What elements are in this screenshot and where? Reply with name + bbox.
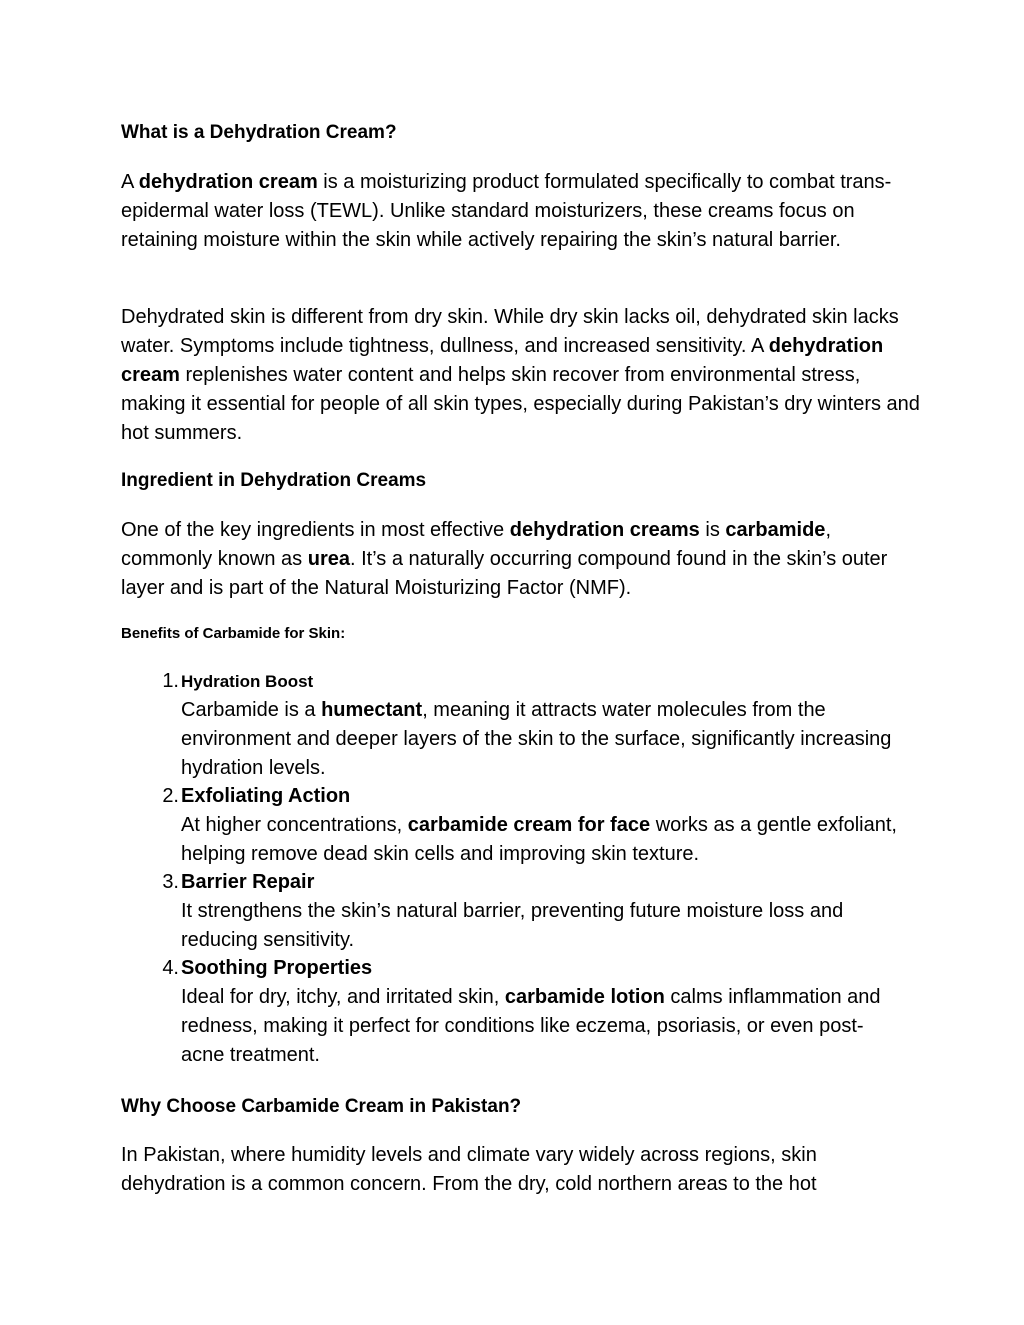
list-number: 3. <box>162 871 179 893</box>
text-run: A <box>121 171 139 193</box>
heading-why-choose: Why Choose Carbamide Cream in Pakistan? <box>121 1096 522 1117</box>
bold-term: carbamide cream for face <box>407 814 651 836</box>
heading-what-is-dehydration-cream: What is a Dehydration Cream? <box>121 122 397 143</box>
text-run: . It’s a naturally occurring compound found in the skin’s outer layer and is part of the Natural Moisturizing Factor (NMF). <box>121 548 888 599</box>
list-item-text <box>181 868 901 955</box>
text-run: One of the key ingredients in most effective <box>121 519 510 541</box>
text-run: replenishes water content and helps skin recover from environmental stress, making it essential for people of all skin types, especially during Pakistan’s dry winters and hot summers. <box>121 364 920 444</box>
text-run: works as a gentle exfoliant, helping remove dead skin cells and improving skin texture. <box>181 814 897 865</box>
bold-term: urea <box>307 548 350 570</box>
list-number: 1. <box>162 670 179 692</box>
text-run: Ideal for dry, itchy, and irritated skin, <box>181 986 505 1008</box>
bold-term: dehydration cream <box>121 335 884 386</box>
text-run: is a moisturizing product formulated specifically to combat trans-epidermal water loss (TEWL). Unlike standard moisturizers, these creams focus on retaining moisture within the skin while actively repairing the skin’s natural barrier. <box>121 171 892 251</box>
text-run: calms inflammation and redness, making it perfect for conditions like eczema, psoriasis, or even post-acne treatment. <box>181 986 881 1066</box>
list-item-title: Hydration Boost <box>181 672 314 691</box>
text-run: , meaning it attracts water molecules from the environment and deeper layers of the skin to the surface, significantly increasing hydration levels. <box>181 699 892 779</box>
paragraph-pakistan: In Pakistan, where humidity levels and climate vary widely across regions, skin dehydration is a common concern. From the dry, cold northern areas to the hot <box>121 1144 817 1195</box>
text-run: is <box>699 519 726 541</box>
text-run: Dehydrated skin is different from dry skin. While dry skin lacks oil, dehydrated skin lacks water. Symptoms include tightness, dullness, and increased sensitivity. A <box>121 306 899 357</box>
list-number: 4. <box>162 957 179 979</box>
paragraph-dehydrated-skin <box>121 303 921 448</box>
heading-benefits: Benefits of Carbamide for Skin: <box>121 625 346 642</box>
paragraph-carbamide <box>121 516 921 603</box>
text-run: Carbamide is a <box>181 699 322 721</box>
list-item-title: Barrier Repair <box>181 871 315 893</box>
list-item-text <box>181 667 901 783</box>
heading-ingredient: Ingredient in Dehydration Creams <box>121 470 427 491</box>
text-run: At higher concentrations, <box>181 814 408 836</box>
paragraph-intro <box>121 168 921 255</box>
list-item-text <box>181 782 901 869</box>
list-number: 2. <box>162 785 179 807</box>
bold-term: dehydration creams <box>509 519 700 541</box>
text-run: It strengthens the skin’s natural barrier, preventing future moisture loss and reducing sensitivity. <box>181 900 844 951</box>
bold-term: carbamide <box>725 519 826 541</box>
bold-term: carbamide lotion <box>504 986 665 1008</box>
list-item-text <box>181 954 901 1070</box>
bold-term: dehydration cream <box>138 171 318 193</box>
bold-term: humectant <box>321 699 423 721</box>
text-run: , commonly known as <box>121 519 831 570</box>
list-item-title: Soothing Properties <box>181 957 373 979</box>
list-item-title: Exfoliating Action <box>181 785 351 807</box>
